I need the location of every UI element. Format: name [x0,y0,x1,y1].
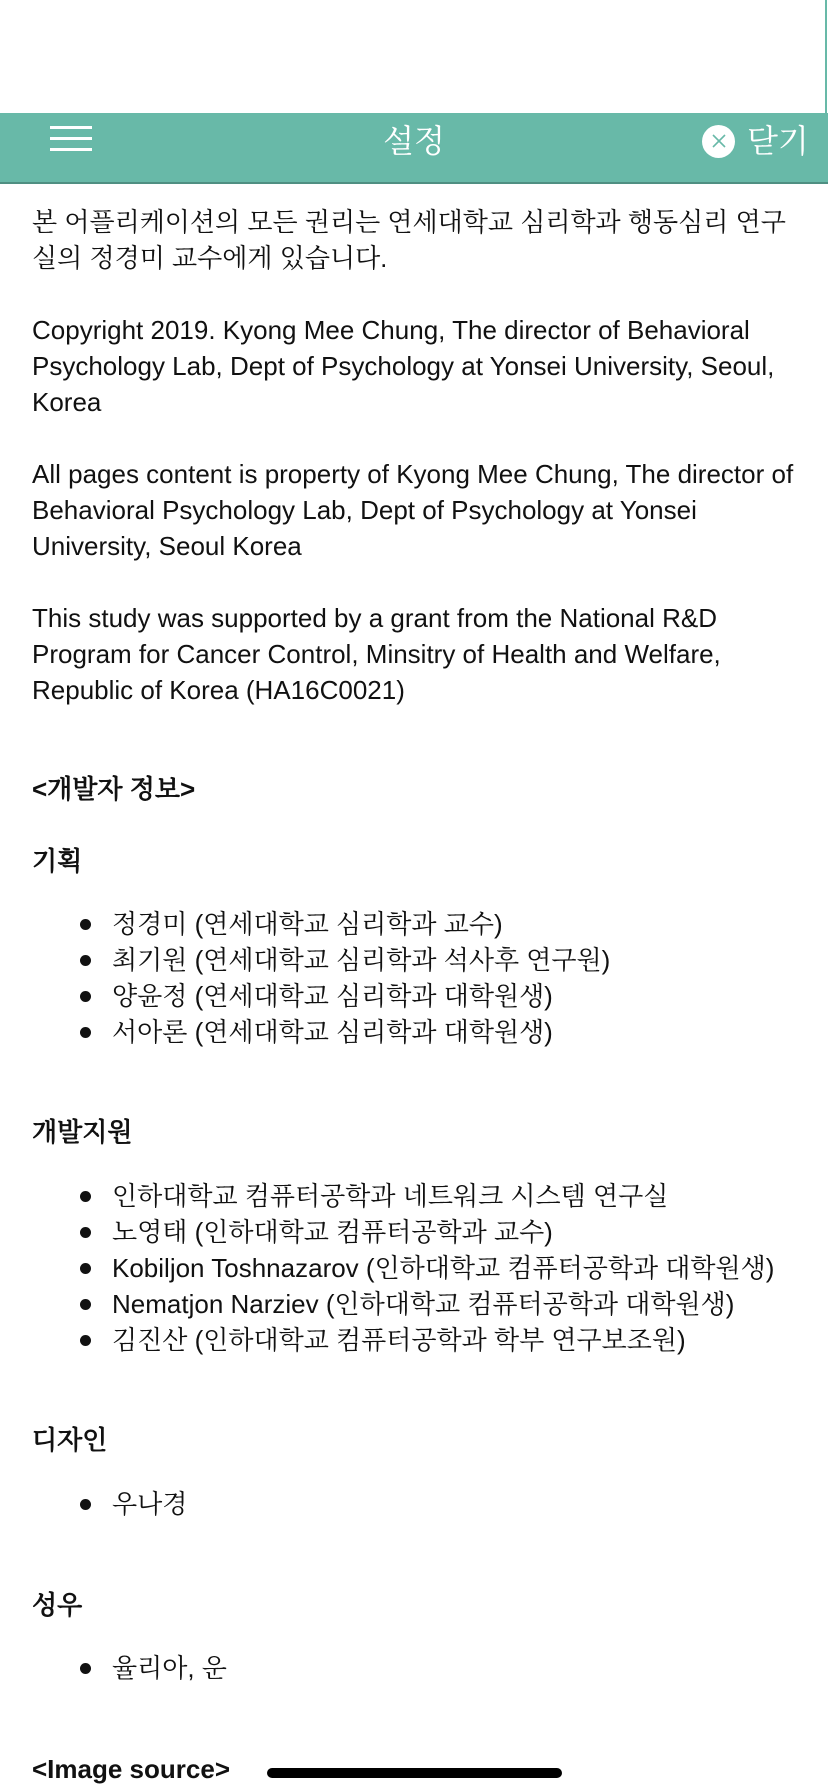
status-bar-area [0,0,828,113]
page-title: 설정 [383,123,445,159]
list-item: Kobiljon Toshnazarov (인하대학교 컴퓨터공학과 대학원생) [112,1250,774,1286]
rights-paragraph-ko: 본 어플리케이션의 모든 권리는 연세대학교 심리학과 행동심리 연구실의 정경미 교수에게 있습니다. [32,207,786,273]
section-title-dev-support: 개발지원 [32,1117,133,1147]
list-item: 최기원 (연세대학교 심리학과 석사후 연구원) [112,942,610,978]
window-edge-line [825,0,827,113]
app-header [0,113,828,184]
list-item: 김진산 (인하대학교 컴퓨터공학과 학부 연구보조원) [112,1322,686,1358]
image-source-heading: <Image source> [32,1754,230,1784]
close-button[interactable] [702,121,809,161]
list-item: 서아론 (연세대학교 심리학과 대학원생) [112,1014,553,1050]
copyright-paragraph: Copyright 2019. Kyong Mee Chung, The director of Behavioral Psychology Lab, Dept of Psychology at Yonsei University, Seoul, Korea [32,315,775,417]
close-circle-icon [702,125,735,158]
section-title-design: 디자인 [32,1425,108,1455]
list-item: 노영태 (인하대학교 컴퓨터공학과 교수) [112,1214,553,1250]
home-indicator[interactable] [267,1768,562,1778]
grant-paragraph: This study was supported by a grant from the National R&D Program for Cancer Control, Minsitry of Health and Welfare, Republic of Korea (HA16C0021) [32,603,721,705]
list-item: Nematjon Narziev (인하대학교 컴퓨터공학과 대학원생) [112,1286,734,1322]
list-item: 우나경 [112,1486,187,1522]
list-item: 인하대학교 컴퓨터공학과 네트워크 시스템 연구실 [112,1178,668,1214]
section-title-planning: 기획 [32,846,83,876]
section-title-voice-actor: 성우 [32,1590,83,1620]
close-label: 닫기 [747,123,809,159]
list-item: 율리아, 운 [112,1650,227,1686]
property-paragraph: All pages content is property of Kyong Mee Chung, The director of Behavioral Psychology Lab, Dept of Psychology at Yonsei University, Seoul Korea [32,459,794,561]
list-item: 정경미 (연세대학교 심리학과 교수) [112,906,503,942]
list-item: 양윤정 (연세대학교 심리학과 대학원생) [112,978,553,1014]
developer-info-heading: <개발자 정보> [32,774,196,804]
